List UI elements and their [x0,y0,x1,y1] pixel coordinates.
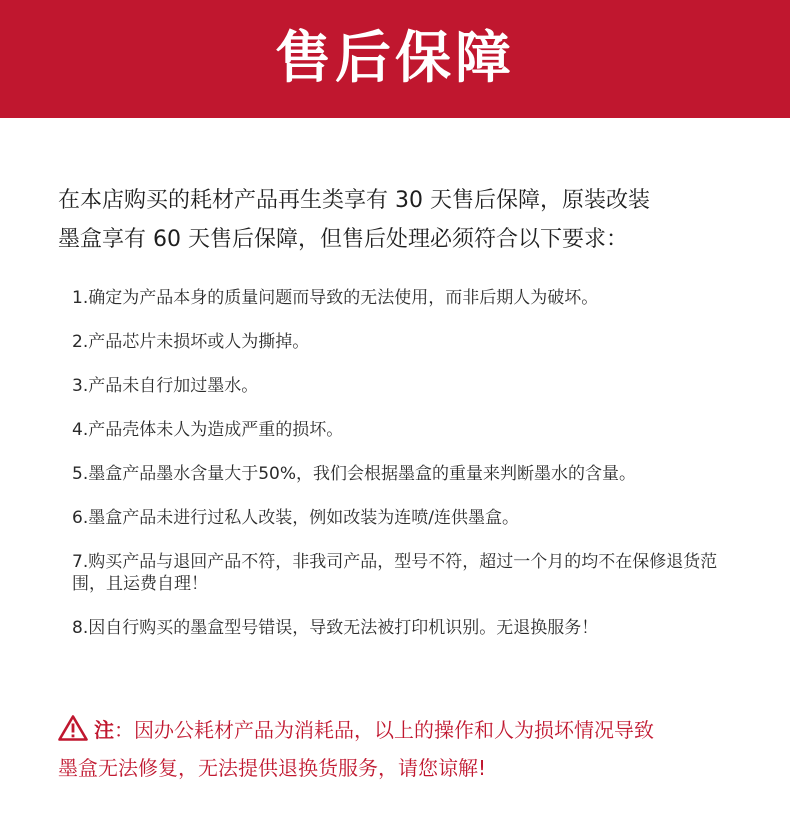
warning-triangle-icon [58,715,88,741]
notice-line-1 [58,711,738,749]
notice-label: 注 [94,718,114,742]
list-item: 4.产品壳体未人为造成严重的损坏。 [72,420,344,440]
notice-box [58,711,738,787]
list-item: 2.产品芯片未损坏或人为撕掉。 [72,332,310,352]
intro-line-2: 墨盒享有 60 天售后保障，但售后处理必须符合以下要求： [58,227,628,252]
intro-line-1: 在本店购买的耗材产品再生类享有 30 天售后保障，原装改装 [58,188,650,213]
list-item: 7.购买产品与退回产品不符，非我司产品，型号不符，超过一个月的均不在保修退货范围，且运费自理！ [72,552,718,594]
list-item: 3.产品未自行加过墨水。 [72,376,259,396]
list-item: 5.墨盒产品墨水含量大于50%，我们会根据墨盒的重量来判断墨水的含量。 [72,464,637,484]
notice-line-2: 墨盒无法修复，无法提供退换货服务，请您谅解! [58,756,487,780]
intro-paragraph [58,181,738,259]
requirements-list [72,287,732,639]
list-item: 1.确定为产品本身的质量问题而导致的无法使用，而非后期人为破坏。 [72,288,599,308]
list-item: 8.因自行购买的墨盒型号错误，导致无法被打印机识别。无退换服务！ [72,618,599,638]
page-title: 售后保障 [275,26,515,91]
header-banner [0,0,790,118]
notice-text-1: ：因办公耗材产品为消耗品，以上的操作和人为损坏情况导致 [114,718,654,742]
list-item: 6.墨盒产品未进行过私人改装，例如改装为连喷/连供墨盒。 [72,508,519,528]
